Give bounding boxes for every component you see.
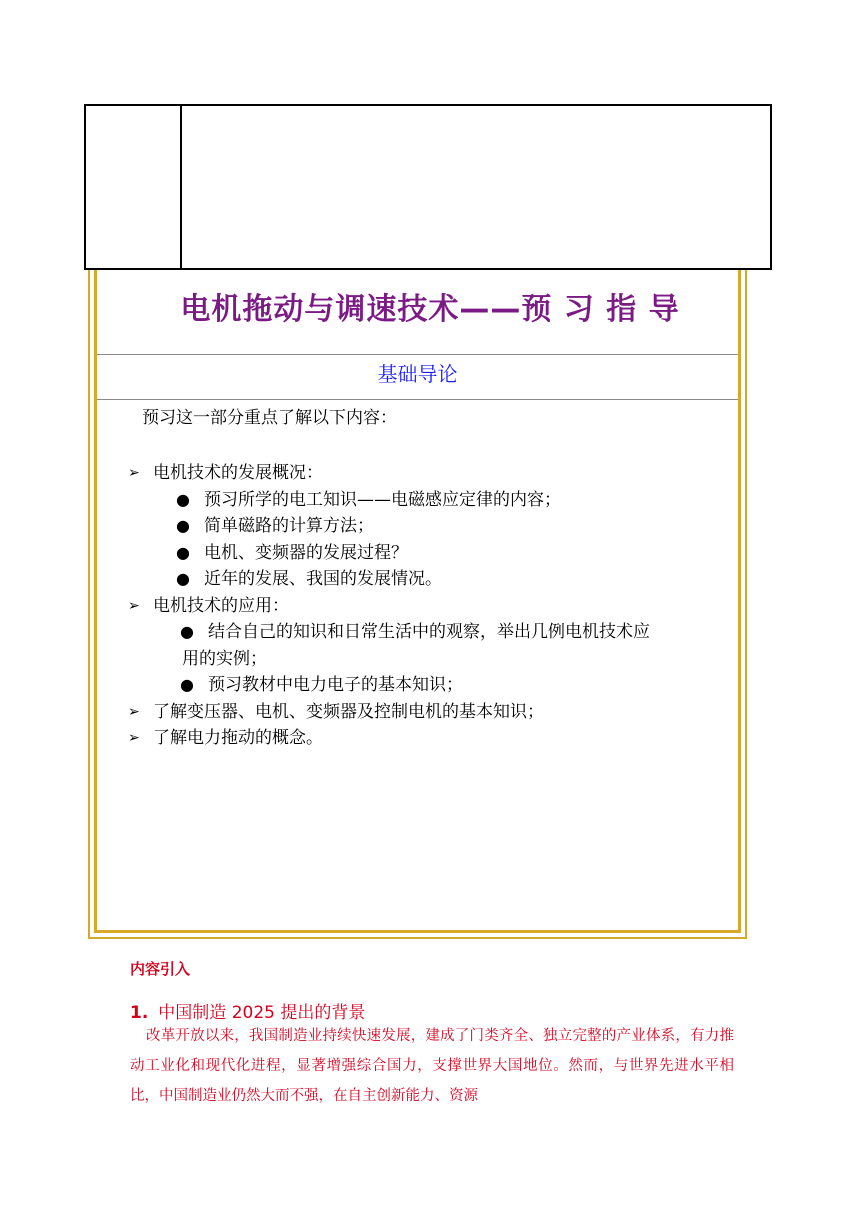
outline-subitem-text: 预习所学的电工知识——电磁感应定律的内容； (204, 489, 561, 510)
outline-item (128, 725, 743, 752)
outline-item-text: 电机技术的发展概况： (153, 463, 323, 483)
dot-bullet-icon: ● (176, 516, 190, 535)
outline-subitem (128, 619, 743, 672)
content-intro-item-title (130, 998, 365, 1023)
intro-text: 预习这一部分重点了解以下内容： (142, 408, 397, 428)
outline-item-text: 了解电力拖动的概念。 (153, 728, 323, 748)
outline-subitem-text: 电机、变频器的发展过程？ (204, 542, 408, 563)
dot-bullet-icon: ● (176, 569, 190, 588)
outline-item-text: 电机技术的应用： (153, 595, 289, 616)
outline-item (128, 699, 743, 726)
arrow-bullet-icon: ➢ (128, 730, 140, 746)
arrow-bullet-icon: ➢ (128, 597, 140, 614)
content-intro-heading: 内容引入 (130, 960, 191, 978)
header-table (84, 104, 772, 270)
outline-subitem (128, 540, 743, 567)
outline-subitem-text: 简单磁路的计算方法； (204, 516, 374, 536)
outline-subitem (128, 487, 743, 514)
outline-subitem-text: 近年的发展、我国的发展情况。 (204, 569, 442, 589)
arrow-bullet-icon: ➢ (128, 465, 140, 481)
page-title: 电机拖动与调速技术——预 习 指 导 (180, 292, 680, 327)
outline-subitem (128, 672, 743, 699)
outline-item (128, 460, 743, 487)
title-divider (97, 354, 738, 355)
content-intro-paragraph: 改革开放以来，我国制造业持续快速发展，建成了门类齐全、独立完整的产业体系，有力推动工业化和现代化进程，显著增强综合国力，支撑世界大国地位。然而，与世界先进水平相比，中国制造业仍然大而不强，在自主创新能力、资源 (130, 1028, 734, 1104)
outline-subitem (128, 566, 743, 593)
header-table-left-cell (86, 106, 182, 268)
item-title-text: 中国制造 2025 提出的背景 (158, 1003, 366, 1023)
section-title: 基础导论 (377, 362, 458, 386)
section-divider (97, 399, 738, 400)
arrow-bullet-icon: ➢ (128, 703, 140, 720)
outline-subitem (128, 513, 743, 540)
header-table-right-cell (182, 106, 770, 268)
outline-item-text: 了解变压器、电机、变频器及控制电机的基本知识； (153, 701, 544, 722)
outline-subitem-continuation: 用的实例； (182, 648, 267, 669)
dot-bullet-icon: ● (180, 675, 194, 694)
outline-item (128, 593, 743, 620)
outline-subitem-text: 结合自己的知识和日常生活中的观察，举出几例电机技术应 (208, 622, 650, 642)
outline-subitem-text: 预习教材中电力电子的基本知识； (208, 675, 463, 695)
item-number: 1. (130, 1003, 149, 1023)
dot-bullet-icon: ● (176, 489, 190, 509)
dot-bullet-icon: ● (176, 542, 190, 562)
dot-bullet-icon: ● (180, 622, 194, 641)
outline-list (128, 460, 743, 752)
